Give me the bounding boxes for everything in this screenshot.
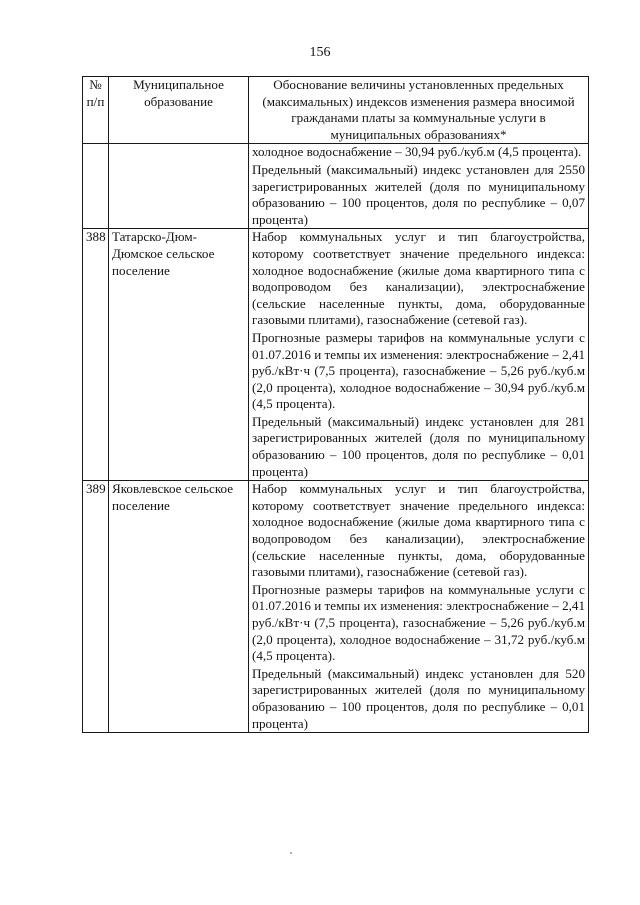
scan-speck	[290, 852, 292, 854]
justification-paragraph: Предельный (максимальный) индекс установлен для 520 зарегистрированных жителей (доля по муниципальному образованию – 100 процентов, доля по республике – 0,01 процента)	[252, 665, 585, 731]
table-row	[83, 229, 589, 481]
row-justification	[249, 229, 589, 481]
row-number	[83, 144, 109, 229]
justification-paragraph: Прогнозные размеры тарифов на коммунальные услуги с 01.07.2016 и темпы их изменения: электроснабжение – 2,41 руб./кВт·ч (7,5 процента), газоснабжение – 5,26 руб./куб.м (2,0 процента), холодное водоснабжение – 30,94 руб./куб.м (4,5 процента).	[252, 329, 585, 412]
row-number: 388	[83, 229, 109, 481]
header-justification: Обоснование величины установленных предельных (максимальных) индексов изменения размера вносимой гражданами платы за коммунальные услуги в муниципальных образованиях*	[249, 77, 589, 144]
row-municipality: Яковлевское сельское поселение	[109, 481, 249, 733]
row-justification	[249, 481, 589, 733]
header-number: № п/п	[83, 77, 109, 144]
table-row-continued	[83, 144, 589, 229]
table-header-row	[83, 77, 589, 144]
justification-paragraph: Предельный (максимальный) индекс установлен для 2550 зарегистрированных жителей (доля по муниципальному образованию – 100 процентов, доля по республике – 0,07 процента)	[252, 161, 585, 227]
justification-paragraph: Набор коммунальных услуг и тип благоустройства, которому соответствует значение предельного индекса: холодное водоснабжение (жилые дома квартирного типа с водопроводом без канализации), электроснабжение (сельские населенные пункты, дома, оборудованные газовыми плитами), газоснабжение (сетевой газ).	[252, 229, 585, 328]
justification-paragraph: Прогнозные размеры тарифов на коммунальные услуги с 01.07.2016 и темпы их изменения: электроснабжение – 2,41 руб./кВт·ч (7,5 процента), газоснабжение – 5,26 руб./куб.м (2,0 процента), холодное водоснабжение – 31,72 руб./куб.м (4,5 процента).	[252, 581, 585, 664]
row-municipality	[109, 144, 249, 229]
row-municipality: Татарско-Дюм-Дюмское сельское поселение	[109, 229, 249, 481]
header-municipality: Муниципальное образование	[109, 77, 249, 144]
page-number: 156	[309, 45, 331, 60]
justification-paragraph: холодное водоснабжение – 30,94 руб./куб.м (4,5 процента).	[252, 144, 582, 160]
row-justification	[249, 144, 589, 229]
justification-paragraph: Набор коммунальных услуг и тип благоустройства, которому соответствует значение предельного индекса: холодное водоснабжение (жилые дома квартирного типа с водопроводом без канализации), электроснабжение (сельские населенные пункты, дома, оборудованные газовыми плитами), газоснабжение (сетевой газ).	[252, 481, 585, 580]
row-number: 389	[83, 481, 109, 733]
justification-paragraph: Предельный (максимальный) индекс установлен для 281 зарегистрированных жителей (доля по муниципальному образованию – 100 процентов, доля по республике – 0,01 процента)	[252, 413, 585, 479]
table-row	[83, 481, 589, 733]
tariff-index-table	[82, 76, 589, 733]
